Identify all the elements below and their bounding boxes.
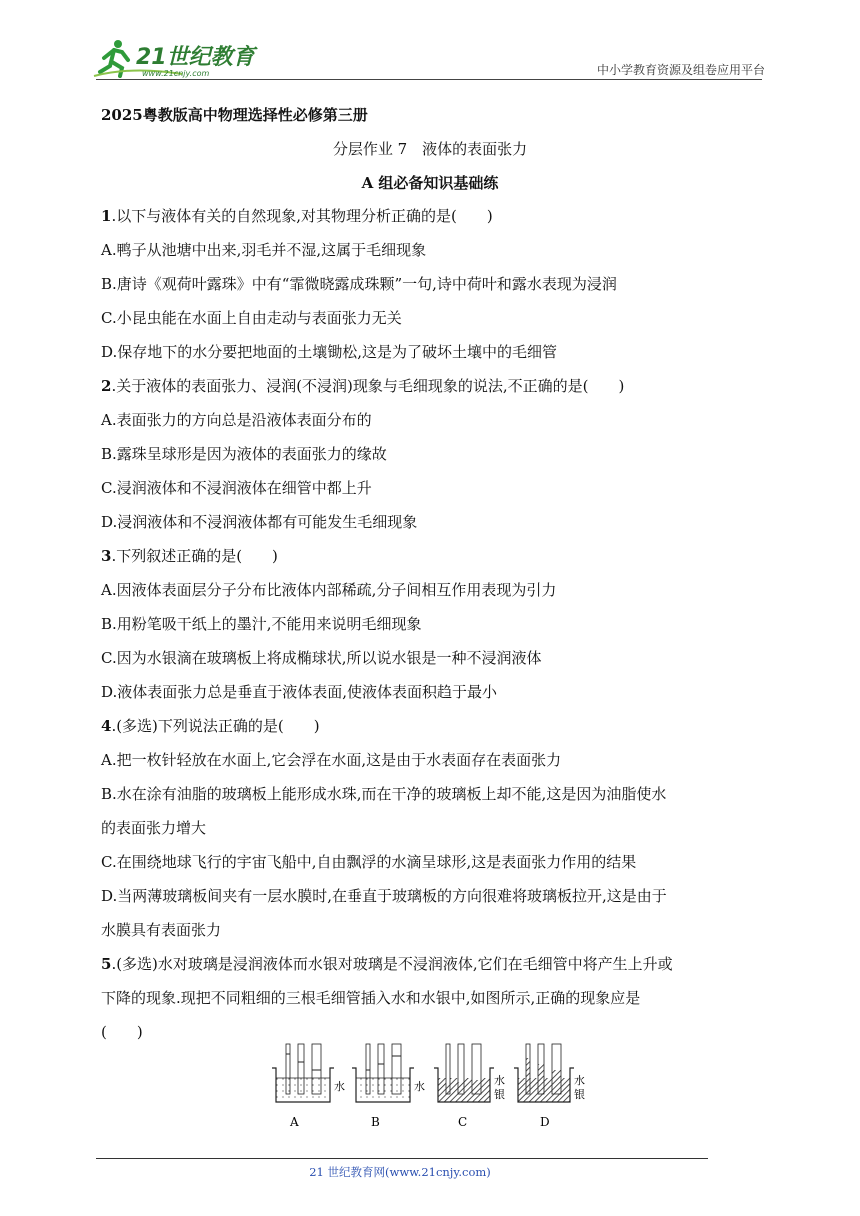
question-1-option-b: B.唐诗《观荷叶露珠》中有“霏微晓露成珠颗”一句,诗中荷叶和露水表现为浸润 bbox=[101, 275, 617, 293]
panel-label-c: C bbox=[458, 1115, 468, 1129]
question-number: 3 bbox=[101, 547, 112, 565]
question-3-stem bbox=[101, 546, 761, 566]
question-number: 1 bbox=[101, 207, 112, 225]
question-text: .(多选)水对玻璃是浸润液体而水银对玻璃是不浸润液体,它们在毛细管中将产生上升或 bbox=[111, 955, 673, 973]
question-2-option-b: B.露珠呈球形是因为液体的表面张力的缘故 bbox=[101, 445, 387, 463]
question-number: 4 bbox=[101, 717, 112, 735]
assignment-title: 分层作业 7 液体的表面张力 bbox=[332, 140, 528, 158]
question-text: .关于液体的表面张力、浸润(不浸润)现象与毛细现象的说法,不正确的是( ) bbox=[111, 377, 625, 395]
question-5-stem-cont: 下降的现象.现把不同粗细的三根毛细管插入水和水银中,如图所示,正确的现象应是 bbox=[101, 989, 641, 1007]
question-text: .下列叙述正确的是( ) bbox=[111, 547, 278, 565]
panel-c bbox=[434, 1044, 505, 1129]
question-number: 2 bbox=[101, 377, 112, 395]
site-logo bbox=[92, 36, 262, 80]
question-2-option-d: D.浸润液体和不浸润液体都有可能发生毛细现象 bbox=[101, 513, 418, 531]
question-text: .(多选)下列说法正确的是( ) bbox=[111, 717, 320, 735]
footer-text: 21 世纪教育网(www.21cnjy.com) bbox=[309, 1165, 491, 1179]
question-text: .以下与液体有关的自然现象,对其物理分析正确的是( ) bbox=[111, 207, 493, 225]
water-label: 水 bbox=[414, 1080, 425, 1093]
question-4-option-d-cont: 水膜具有表面张力 bbox=[101, 921, 222, 939]
question-1-option-c: C.小昆虫能在水面上自由走动与表面张力无关 bbox=[101, 309, 402, 327]
question-1-stem bbox=[101, 206, 761, 226]
water-label: 水 bbox=[334, 1080, 345, 1093]
panel-a bbox=[272, 1044, 345, 1129]
svg-text:21世纪教育: 21世纪教育 bbox=[136, 45, 255, 70]
question-4-option-c: C.在围绕地球飞行的宇宙飞船中,自由飘浮的水滴呈球形,这是表面张力作用的结果 bbox=[101, 853, 637, 871]
panel-label-d: D bbox=[540, 1115, 550, 1129]
header-platform-text: 中小学教育资源及组卷应用平台 bbox=[596, 63, 765, 77]
question-4-option-a: A.把一枚针轻放在水面上,它会浮在水面,这是由于水表面存在表面张力 bbox=[101, 751, 562, 769]
question-1-option-a: A.鸭子从池塘中出来,羽毛并不湿,这属于毛细现象 bbox=[101, 241, 427, 259]
mercury-label-2: 银 bbox=[494, 1088, 505, 1101]
header-divider bbox=[96, 79, 762, 80]
book-title: 2025粤教版高中物理选择性必修第三册 bbox=[101, 106, 368, 124]
question-4-stem bbox=[101, 716, 761, 736]
mercury-label-1: 水 bbox=[574, 1074, 585, 1087]
question-2-stem bbox=[101, 376, 761, 396]
question-4-option-d: D.当两薄玻璃板间夹有一层水膜时,在垂直于玻璃板的方向很难将玻璃板拉开,这是由于 bbox=[101, 887, 667, 905]
question-3-option-a: A.因液体表面层分子分布比液体内部稀疏,分子间相互作用表现为引力 bbox=[101, 581, 557, 599]
question-3-option-c: C.因为水银滴在玻璃板上将成椭球状,所以说水银是一种不浸润液体 bbox=[101, 649, 542, 667]
footer-divider bbox=[96, 1158, 708, 1159]
question-3-option-b: B.用粉笔吸干纸上的墨汁,不能用来说明毛细现象 bbox=[101, 615, 422, 633]
panel-b bbox=[352, 1044, 425, 1129]
question-1-option-d: D.保存地下的水分要把地面的土壤锄松,这是为了破坏土壤中的毛细管 bbox=[101, 343, 558, 361]
capillary-figure bbox=[268, 1040, 598, 1132]
question-number: 5 bbox=[101, 955, 112, 973]
panel-label-b: B bbox=[371, 1115, 380, 1129]
panel-label-a: A bbox=[290, 1115, 299, 1129]
question-2-option-c: C.浸润液体和不浸润液体在细管中都上升 bbox=[101, 479, 372, 497]
question-4-option-b: B.水在涂有油脂的玻璃板上能形成水珠,而在干净的玻璃板上却不能,这是因为油脂使水 bbox=[101, 785, 667, 803]
question-5-stem bbox=[101, 954, 761, 974]
question-5-answer-blank: ( ) bbox=[101, 1023, 143, 1041]
mercury-label-1: 水 bbox=[494, 1074, 505, 1087]
svg-text:www.21cnjy.com: www.21cnjy.com bbox=[142, 69, 210, 78]
question-4-option-b-cont: 的表面张力增大 bbox=[101, 819, 207, 837]
mercury-label-2: 银 bbox=[574, 1088, 585, 1101]
group-title: A 组必备知识基础练 bbox=[361, 174, 499, 192]
panel-d bbox=[514, 1044, 585, 1129]
question-2-option-a: A.表面张力的方向总是沿液体表面分布的 bbox=[101, 411, 372, 429]
question-3-option-d: D.液体表面张力总是垂直于液体表面,使液体表面积趋于最小 bbox=[101, 683, 498, 701]
